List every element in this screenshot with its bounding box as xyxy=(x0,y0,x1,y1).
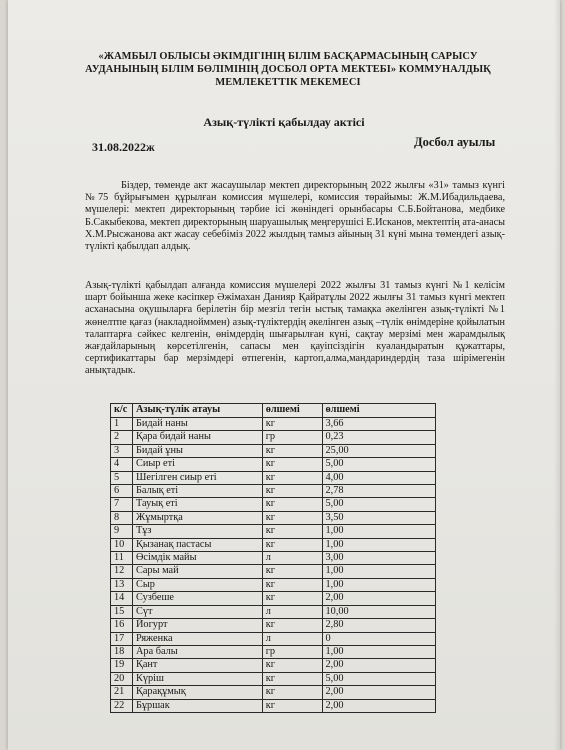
cell-number: 15 xyxy=(111,605,133,618)
cell-unit: кг xyxy=(262,471,322,484)
cell-food-name: Қара бидай наны xyxy=(132,431,262,444)
cell-quantity: 2,78 xyxy=(322,485,435,498)
table-row xyxy=(111,645,436,658)
table-row xyxy=(111,498,436,511)
document-title: Азық-түлікті қабылдау актісі xyxy=(203,115,365,129)
cell-quantity: 2,00 xyxy=(322,686,435,699)
cell-food-name: Өсімдік майы xyxy=(132,552,262,565)
header-food-name: Азық-түлік атауы xyxy=(132,404,262,418)
org-line-1: «ЖАМБЫЛ ОБЛЫСЫ ӘКІМДІГІНІҢ БІЛІМ БАСҚАРМАСЫНЫҢ САРЫСУ xyxy=(98,51,478,62)
org-line-3: МЕМЛЕКЕТТІК МЕКЕМЕСІ xyxy=(215,77,361,88)
cell-food-name: Тауық еті xyxy=(132,498,262,511)
header-unit: өлшемі xyxy=(262,404,322,418)
document-date: 31.08.2022ж xyxy=(92,140,155,154)
cell-quantity: 3,66 xyxy=(322,418,435,431)
table-row xyxy=(111,431,436,444)
table-body xyxy=(111,418,436,713)
table-row xyxy=(111,538,436,551)
header-number: к/с xyxy=(111,404,133,418)
cell-unit: гр xyxy=(262,645,322,658)
cell-unit: гр xyxy=(262,431,322,444)
cell-quantity: 25,00 xyxy=(322,444,435,457)
table-header-row xyxy=(111,404,436,418)
cell-number: 17 xyxy=(111,632,133,645)
table-row xyxy=(111,686,436,699)
cell-number: 22 xyxy=(111,699,133,712)
table-row xyxy=(111,458,436,471)
cell-unit: кг xyxy=(262,672,322,685)
cell-food-name: Сыр xyxy=(132,578,262,591)
cell-number: 14 xyxy=(111,592,133,605)
table-row xyxy=(111,485,436,498)
table-row xyxy=(111,565,436,578)
document-page xyxy=(8,0,560,750)
cell-quantity: 2,00 xyxy=(322,699,435,712)
cell-number: 18 xyxy=(111,645,133,658)
organization-header xyxy=(48,50,528,89)
cell-number: 16 xyxy=(111,619,133,632)
cell-food-name: Сиыр еті xyxy=(132,458,262,471)
cell-unit: кг xyxy=(262,538,322,551)
cell-food-name: Бидай наны xyxy=(132,418,262,431)
cell-number: 21 xyxy=(111,686,133,699)
table-row xyxy=(111,552,436,565)
table-row xyxy=(111,511,436,524)
cell-number: 11 xyxy=(111,552,133,565)
cell-number: 6 xyxy=(111,485,133,498)
cell-food-name: Жұмыртқа xyxy=(132,511,262,524)
cell-unit: кг xyxy=(262,458,322,471)
cell-unit: кг xyxy=(262,699,322,712)
cell-unit: кг xyxy=(262,686,322,699)
cell-food-name: Қарақұмық xyxy=(132,686,262,699)
cell-unit: кг xyxy=(262,659,322,672)
cell-number: 4 xyxy=(111,458,133,471)
cell-quantity: 5,00 xyxy=(322,498,435,511)
cell-number: 5 xyxy=(111,471,133,484)
table-row xyxy=(111,605,436,618)
table-row xyxy=(111,659,436,672)
table-row xyxy=(111,592,436,605)
cell-number: 3 xyxy=(111,444,133,457)
cell-food-name: Тұз xyxy=(132,525,262,538)
cell-number: 10 xyxy=(111,538,133,551)
cell-unit: кг xyxy=(262,592,322,605)
cell-quantity: 5,00 xyxy=(322,672,435,685)
cell-quantity: 1,00 xyxy=(322,565,435,578)
cell-quantity: 10,00 xyxy=(322,605,435,618)
cell-number: 9 xyxy=(111,525,133,538)
table-row xyxy=(111,578,436,591)
document-place: Досбол ауылы xyxy=(414,135,496,149)
cell-food-name: Қант xyxy=(132,659,262,672)
cell-quantity: 0,23 xyxy=(322,431,435,444)
cell-food-name: Сары май xyxy=(132,565,262,578)
cell-quantity: 4,00 xyxy=(322,471,435,484)
cell-quantity: 5,00 xyxy=(322,458,435,471)
cell-unit: л xyxy=(262,632,322,645)
cell-unit: кг xyxy=(262,511,322,524)
cell-unit: л xyxy=(262,605,322,618)
cell-quantity: 1,00 xyxy=(322,578,435,591)
cell-number: 13 xyxy=(111,578,133,591)
cell-number: 20 xyxy=(111,672,133,685)
cell-food-name: Ряженка xyxy=(132,632,262,645)
paragraph-inspection: Азық-түлікті қабылдап алғанда комиссия мүшелері 2022 жылғы 31 тамыз күнгі №1 келісім шарт бойынша жеке кәсіпкер Әжімахан Данияр Қайратұлы 2022 жылғы 31 тамыз күнгі мектеп асханасына оқушыларға берілетін бір мезгіл тегін ыстық тамақка әкелінген азық-түлікті №1 жөнелтпе қағаз (накладнойммен) азық-түліктердің әкелінген азық –түлік өнімдеріне қойылатын талаптарға сәйкес келгенін, өнімдердің шығарылған күні, сақтау мерзімі мен жарамдылық жағдайларының көрсетілгенін, сапасы мен қауіпсіздігін куәландыратын құжаттары, сертификаттары бар мерзімдері өтпегенін, картоп,алма,мандариндердің таза шірімегенін анықтадык. xyxy=(85,280,505,377)
cell-unit: кг xyxy=(262,485,322,498)
table-row xyxy=(111,632,436,645)
cell-unit: кг xyxy=(262,498,322,511)
cell-unit: кг xyxy=(262,619,322,632)
paragraph-commission: Біздер, төменде акт жасаушылар мектеп директорының 2022 жылғы «31» тамыз күнгі №75 бұйрығымен құрылған комиссия мүшелері, комиссия төрайымы: Ж.М.Ибадильдаева, мүшелері: мектеп директорының тәрбие ісі жөніндегі орынбасары С.Б.Бойтанова, медбике Б.Сакыбекова, мектеп директорының шаруашылық меңгерушісі Е.Исканов, мектептің ата-анасы Х.М.Рысжанова акт жасау себебіміз 2022 жылдың тамыз айының 31 күні мына төмендегі азық-түлікті қабылдап алдық. xyxy=(85,180,505,253)
cell-quantity: 2,80 xyxy=(322,619,435,632)
cell-food-name: Ара балы xyxy=(132,645,262,658)
org-line-2: АУДАНЫНЫҢ БІЛІМ БӨЛІМІНІҢ ДОСБОЛ ОРТА МЕКТЕБІ» КОММУНАЛДЫҚ xyxy=(85,64,491,75)
cell-number: 1 xyxy=(111,418,133,431)
cell-food-name: Бұршак xyxy=(132,699,262,712)
cell-number: 19 xyxy=(111,659,133,672)
cell-quantity: 0 xyxy=(322,632,435,645)
cell-food-name: Күріш xyxy=(132,672,262,685)
cell-unit: кг xyxy=(262,565,322,578)
cell-unit: кг xyxy=(262,578,322,591)
cell-quantity: 2,00 xyxy=(322,592,435,605)
table-row xyxy=(111,619,436,632)
cell-food-name: Қызанақ пастасы xyxy=(132,538,262,551)
cell-quantity: 1,00 xyxy=(322,525,435,538)
cell-number: 7 xyxy=(111,498,133,511)
table-row xyxy=(111,418,436,431)
cell-food-name: Сузбеше xyxy=(132,592,262,605)
table-row xyxy=(111,672,436,685)
cell-unit: л xyxy=(262,552,322,565)
cell-quantity: 2,00 xyxy=(322,659,435,672)
cell-food-name: Сүт xyxy=(132,605,262,618)
cell-unit: кг xyxy=(262,525,322,538)
header-quantity: өлшемі xyxy=(322,404,435,418)
cell-unit: кг xyxy=(262,418,322,431)
table-row xyxy=(111,444,436,457)
cell-quantity: 3,50 xyxy=(322,511,435,524)
cell-number: 2 xyxy=(111,431,133,444)
cell-food-name: Йогурт xyxy=(132,619,262,632)
cell-food-name: Шегілген сиыр еті xyxy=(132,471,262,484)
cell-food-name: Бидай ұны xyxy=(132,444,262,457)
food-items-table xyxy=(110,403,436,713)
table-row xyxy=(111,525,436,538)
cell-unit: кг xyxy=(262,444,322,457)
cell-quantity: 3,00 xyxy=(322,552,435,565)
cell-quantity: 1,00 xyxy=(322,538,435,551)
cell-number: 12 xyxy=(111,565,133,578)
table-row xyxy=(111,471,436,484)
cell-food-name: Балық еті xyxy=(132,485,262,498)
table-row xyxy=(111,699,436,712)
cell-number: 8 xyxy=(111,511,133,524)
cell-quantity: 1,00 xyxy=(322,645,435,658)
